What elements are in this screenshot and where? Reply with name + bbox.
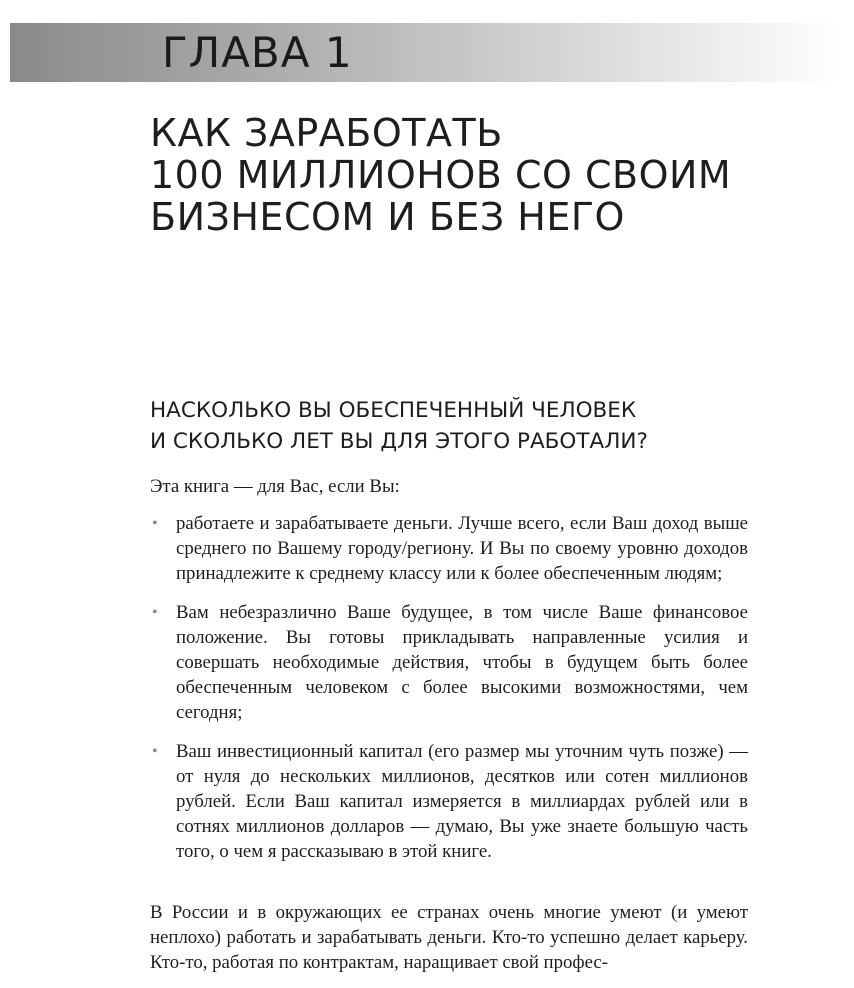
chapter-title-line: БИЗНЕСОМ И БЕЗ НЕГО	[150, 195, 625, 239]
chapter-header-band	[10, 23, 844, 82]
section-title	[150, 395, 648, 457]
list-item-text: работаете и зарабатываете деньги. Лучше всего, если Ваш доход выше среднего по Вашему городу/региону. И Вы по своему уровню доходов принадлежите к среднему классу или к более обеспеченным людям;	[176, 513, 748, 584]
chapter-title	[150, 112, 731, 238]
list-item	[150, 600, 748, 725]
list-item	[150, 511, 748, 586]
section-title-line: И СКОЛЬКО ЛЕТ ВЫ ДЛЯ ЭТОГО РАБОТАЛИ?	[150, 429, 648, 454]
list-item-text: Вам небезразлично Ваше будущее, в том числе Ваше финансовое положение. Вы готовы прикладывать направленные усилия и совершать необходимые действия, чтобы в будущем быть более обеспеченным человеком с более высокими возможностями, чем сегодня;	[176, 602, 748, 723]
closing-paragraph: В России и в окружающих ее странах очень многие умеют (и умеют неплохо) работать и зарабатывать деньги. Кто-то успешно делает карьеру. Кто-то, работая по контрактам, наращивает свой профес-	[150, 902, 748, 973]
chapter-title-line: КАК ЗАРАБОТАТЬ	[150, 111, 503, 155]
section-title-line: НАСКОЛЬКО ВЫ ОБЕСПЕЧЕННЫЙ ЧЕЛОВЕК	[150, 398, 637, 423]
chapter-title-line: 100 МИЛЛИОНОВ СО СВОИМ	[150, 153, 732, 197]
intro-paragraph: Эта книга — для Вас, если Вы:	[150, 476, 400, 497]
bullet-icon: •	[152, 743, 158, 760]
bullet-list	[150, 511, 748, 878]
list-item-text: Ваш инвестиционный капитал (его размер мы уточним чуть позже) — от нуля до нескольких миллионов, десятков или сотен миллионов рублей. Если Ваш капитал измеряется в миллиардах рублей или в сотнях миллионов долларов — думаю, Вы уже знаете большую часть того, о чем я рассказываю в этой книге.	[176, 741, 748, 862]
bullet-icon: •	[152, 515, 158, 532]
bullet-icon: •	[152, 604, 158, 621]
list-item	[150, 739, 748, 864]
chapter-label: ГЛАВА 1	[162, 28, 353, 77]
